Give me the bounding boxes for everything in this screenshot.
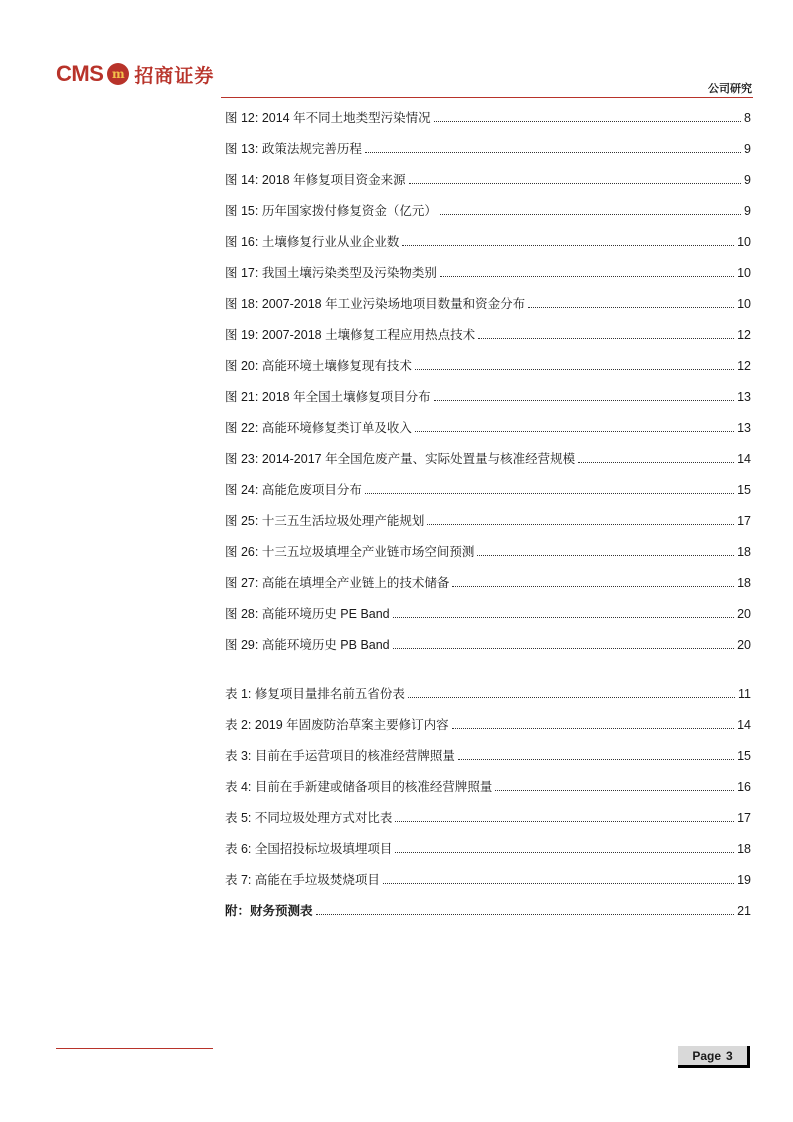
toc-entry-page: 12 xyxy=(737,359,751,373)
toc-entry-label: 图 18: 2007-2018 年工业污染场地项目数量和资金分布 xyxy=(225,297,526,311)
toc-leader xyxy=(415,431,734,432)
page-word: Page xyxy=(692,1048,721,1063)
toc-entry-page: 13 xyxy=(737,421,751,435)
toc-entry-label: 图 13: 政策法规完善历程 xyxy=(225,142,362,156)
logo-chinese-name: 招商证券 xyxy=(134,64,215,87)
toc-entry-label: 图 29: 高能环境历史 PB Band xyxy=(225,638,390,652)
toc-leader xyxy=(415,369,734,370)
toc-entry-label: 图 23: 2014-2017 年全国危废产量、实际处置量与核准经营规模 xyxy=(225,452,576,466)
toc-entry[interactable] xyxy=(225,261,751,281)
toc-entry-page: 9 xyxy=(744,142,751,156)
toc-entry-label: 表 5: 不同垃圾处理方式对比表 xyxy=(225,811,393,825)
toc-leader xyxy=(365,152,741,153)
toc-entry-page: 13 xyxy=(737,390,751,404)
toc-leader xyxy=(440,276,734,277)
toc-entry-page: 12 xyxy=(737,328,751,342)
toc-entry-label: 图 27: 高能在填埋全产业链上的技术储备 xyxy=(225,576,450,590)
toc-leader xyxy=(402,245,734,246)
toc-leader xyxy=(440,214,741,215)
toc-entry[interactable] xyxy=(225,744,751,764)
toc-entry-page: 9 xyxy=(744,173,751,187)
toc-leader xyxy=(495,790,734,791)
toc-entry-page: 9 xyxy=(744,204,751,218)
toc-entry-page: 16 xyxy=(737,780,751,794)
page-number: 3 xyxy=(726,1048,733,1063)
header-divider xyxy=(221,97,753,98)
toc-leader xyxy=(478,338,734,339)
toc-entry[interactable] xyxy=(225,106,751,126)
toc-entry-label: 表 1: 修复项目量排名前五省份表 xyxy=(225,687,405,701)
toc-entry-label: 表 2: 2019 年固废防治草案主要修订内容 xyxy=(225,718,449,732)
toc-leader xyxy=(395,821,734,822)
toc-entry[interactable] xyxy=(225,806,751,826)
toc-leader xyxy=(458,759,734,760)
toc-leader xyxy=(395,852,734,853)
toc-entry[interactable] xyxy=(225,775,751,795)
toc-entry-page: 14 xyxy=(737,718,751,732)
toc-leader xyxy=(434,121,741,122)
toc-leader xyxy=(434,400,734,401)
toc-entry-label: 表 7: 高能在手垃圾焚烧项目 xyxy=(225,873,380,887)
toc-leader xyxy=(452,586,734,587)
toc-entry[interactable] xyxy=(225,682,751,702)
toc-entry-appendix[interactable] xyxy=(225,899,751,919)
toc-entry[interactable] xyxy=(225,199,751,219)
toc-entry-label: 图 19: 2007-2018 土壤修复工程应用热点技术 xyxy=(225,328,476,342)
toc-entry[interactable] xyxy=(225,168,751,188)
toc-entry-label: 附：财务预测表 xyxy=(225,904,313,918)
toc-entry-page: 8 xyxy=(744,111,751,125)
toc-leader xyxy=(393,617,734,618)
toc-entry-page: 11 xyxy=(738,687,751,701)
toc-entry-page: 14 xyxy=(737,452,751,466)
toc-entry-page: 18 xyxy=(737,576,751,590)
toc-entry-page: 21 xyxy=(737,904,751,918)
toc-entry-page: 20 xyxy=(737,607,751,621)
toc-entry-label: 图 22: 高能环境修复类订单及收入 xyxy=(225,421,412,435)
toc-entry[interactable] xyxy=(225,447,751,467)
toc-entry[interactable] xyxy=(225,868,751,888)
toc-entry-page: 19 xyxy=(737,873,751,887)
toc-leader xyxy=(393,648,734,649)
toc-entry-label: 图 26: 十三五垃圾填埋全产业链市场空间预测 xyxy=(225,545,475,559)
toc-entry-page: 10 xyxy=(737,235,751,249)
toc-entry-label: 图 25: 十三五生活垃圾处理产能规划 xyxy=(225,514,425,528)
toc-entry[interactable] xyxy=(225,509,751,529)
toc-leader xyxy=(427,524,734,525)
toc-entry[interactable] xyxy=(225,837,751,857)
toc-entry[interactable] xyxy=(225,323,751,343)
toc-leader xyxy=(316,914,735,915)
toc-entry-page: 15 xyxy=(737,483,751,497)
toc-entry[interactable] xyxy=(225,571,751,591)
toc-entry-page: 20 xyxy=(737,638,751,652)
toc-entry[interactable] xyxy=(225,602,751,622)
toc-entry[interactable] xyxy=(225,354,751,374)
toc-entry-label: 图 12: 2014 年不同土地类型污染情况 xyxy=(225,111,431,125)
toc-entry-label: 表 6: 全国招投标垃圾填埋项目 xyxy=(225,842,393,856)
toc-entry[interactable] xyxy=(225,633,751,653)
toc-entry[interactable] xyxy=(225,540,751,560)
company-logo xyxy=(56,60,214,88)
toc-entry-label: 图 28: 高能环境历史 PE Band xyxy=(225,607,390,621)
logo-text: CMS xyxy=(56,61,104,86)
toc-leader xyxy=(477,555,734,556)
toc-entry-label: 表 3: 目前在手运营项目的核准经营牌照量 xyxy=(225,749,455,763)
toc-entry-page: 17 xyxy=(737,514,751,528)
toc-entry[interactable] xyxy=(225,230,751,250)
toc-leader xyxy=(408,697,735,698)
toc-entry-label: 表 4: 目前在手新建或储备项目的核准经营牌照量 xyxy=(225,780,493,794)
toc-leader xyxy=(578,462,734,463)
toc-entry[interactable] xyxy=(225,478,751,498)
toc-entry-page: 10 xyxy=(737,266,751,280)
toc-entry-page: 17 xyxy=(737,811,751,825)
toc-entry-page: 18 xyxy=(737,842,751,856)
logo-badge-icon: m xyxy=(107,63,129,85)
toc-leader xyxy=(365,493,734,494)
toc-leader xyxy=(452,728,734,729)
toc-leader xyxy=(528,307,734,308)
toc-entry-label: 图 14: 2018 年修复项目资金来源 xyxy=(225,173,406,187)
toc-entry[interactable] xyxy=(225,713,751,733)
toc-entry-label: 图 24: 高能危废项目分布 xyxy=(225,483,362,497)
toc-entry-page: 15 xyxy=(737,749,751,763)
footer-divider xyxy=(56,1048,213,1049)
toc-entry-label: 图 17: 我国土壤污染类型及污染物类别 xyxy=(225,266,437,280)
toc-entry[interactable] xyxy=(225,416,751,436)
toc-entry[interactable] xyxy=(225,137,751,157)
toc-entry[interactable] xyxy=(225,385,751,405)
toc-entry-label: 图 21: 2018 年全国土壤修复项目分布 xyxy=(225,390,431,404)
toc-entry-page: 18 xyxy=(737,545,751,559)
section-label: 公司研究 xyxy=(708,82,752,95)
toc-leader xyxy=(409,183,741,184)
toc-entry-label: 图 20: 高能环境土壤修复现有技术 xyxy=(225,359,412,373)
page-number-box xyxy=(678,1046,750,1068)
toc-entry-label: 图 16: 土壤修复行业从业企业数 xyxy=(225,235,400,249)
toc-leader xyxy=(383,883,734,884)
toc-entry[interactable] xyxy=(225,292,751,312)
toc-entry-page: 10 xyxy=(737,297,751,311)
toc-entry-label: 图 15: 历年国家拨付修复资金（亿元） xyxy=(225,204,437,218)
